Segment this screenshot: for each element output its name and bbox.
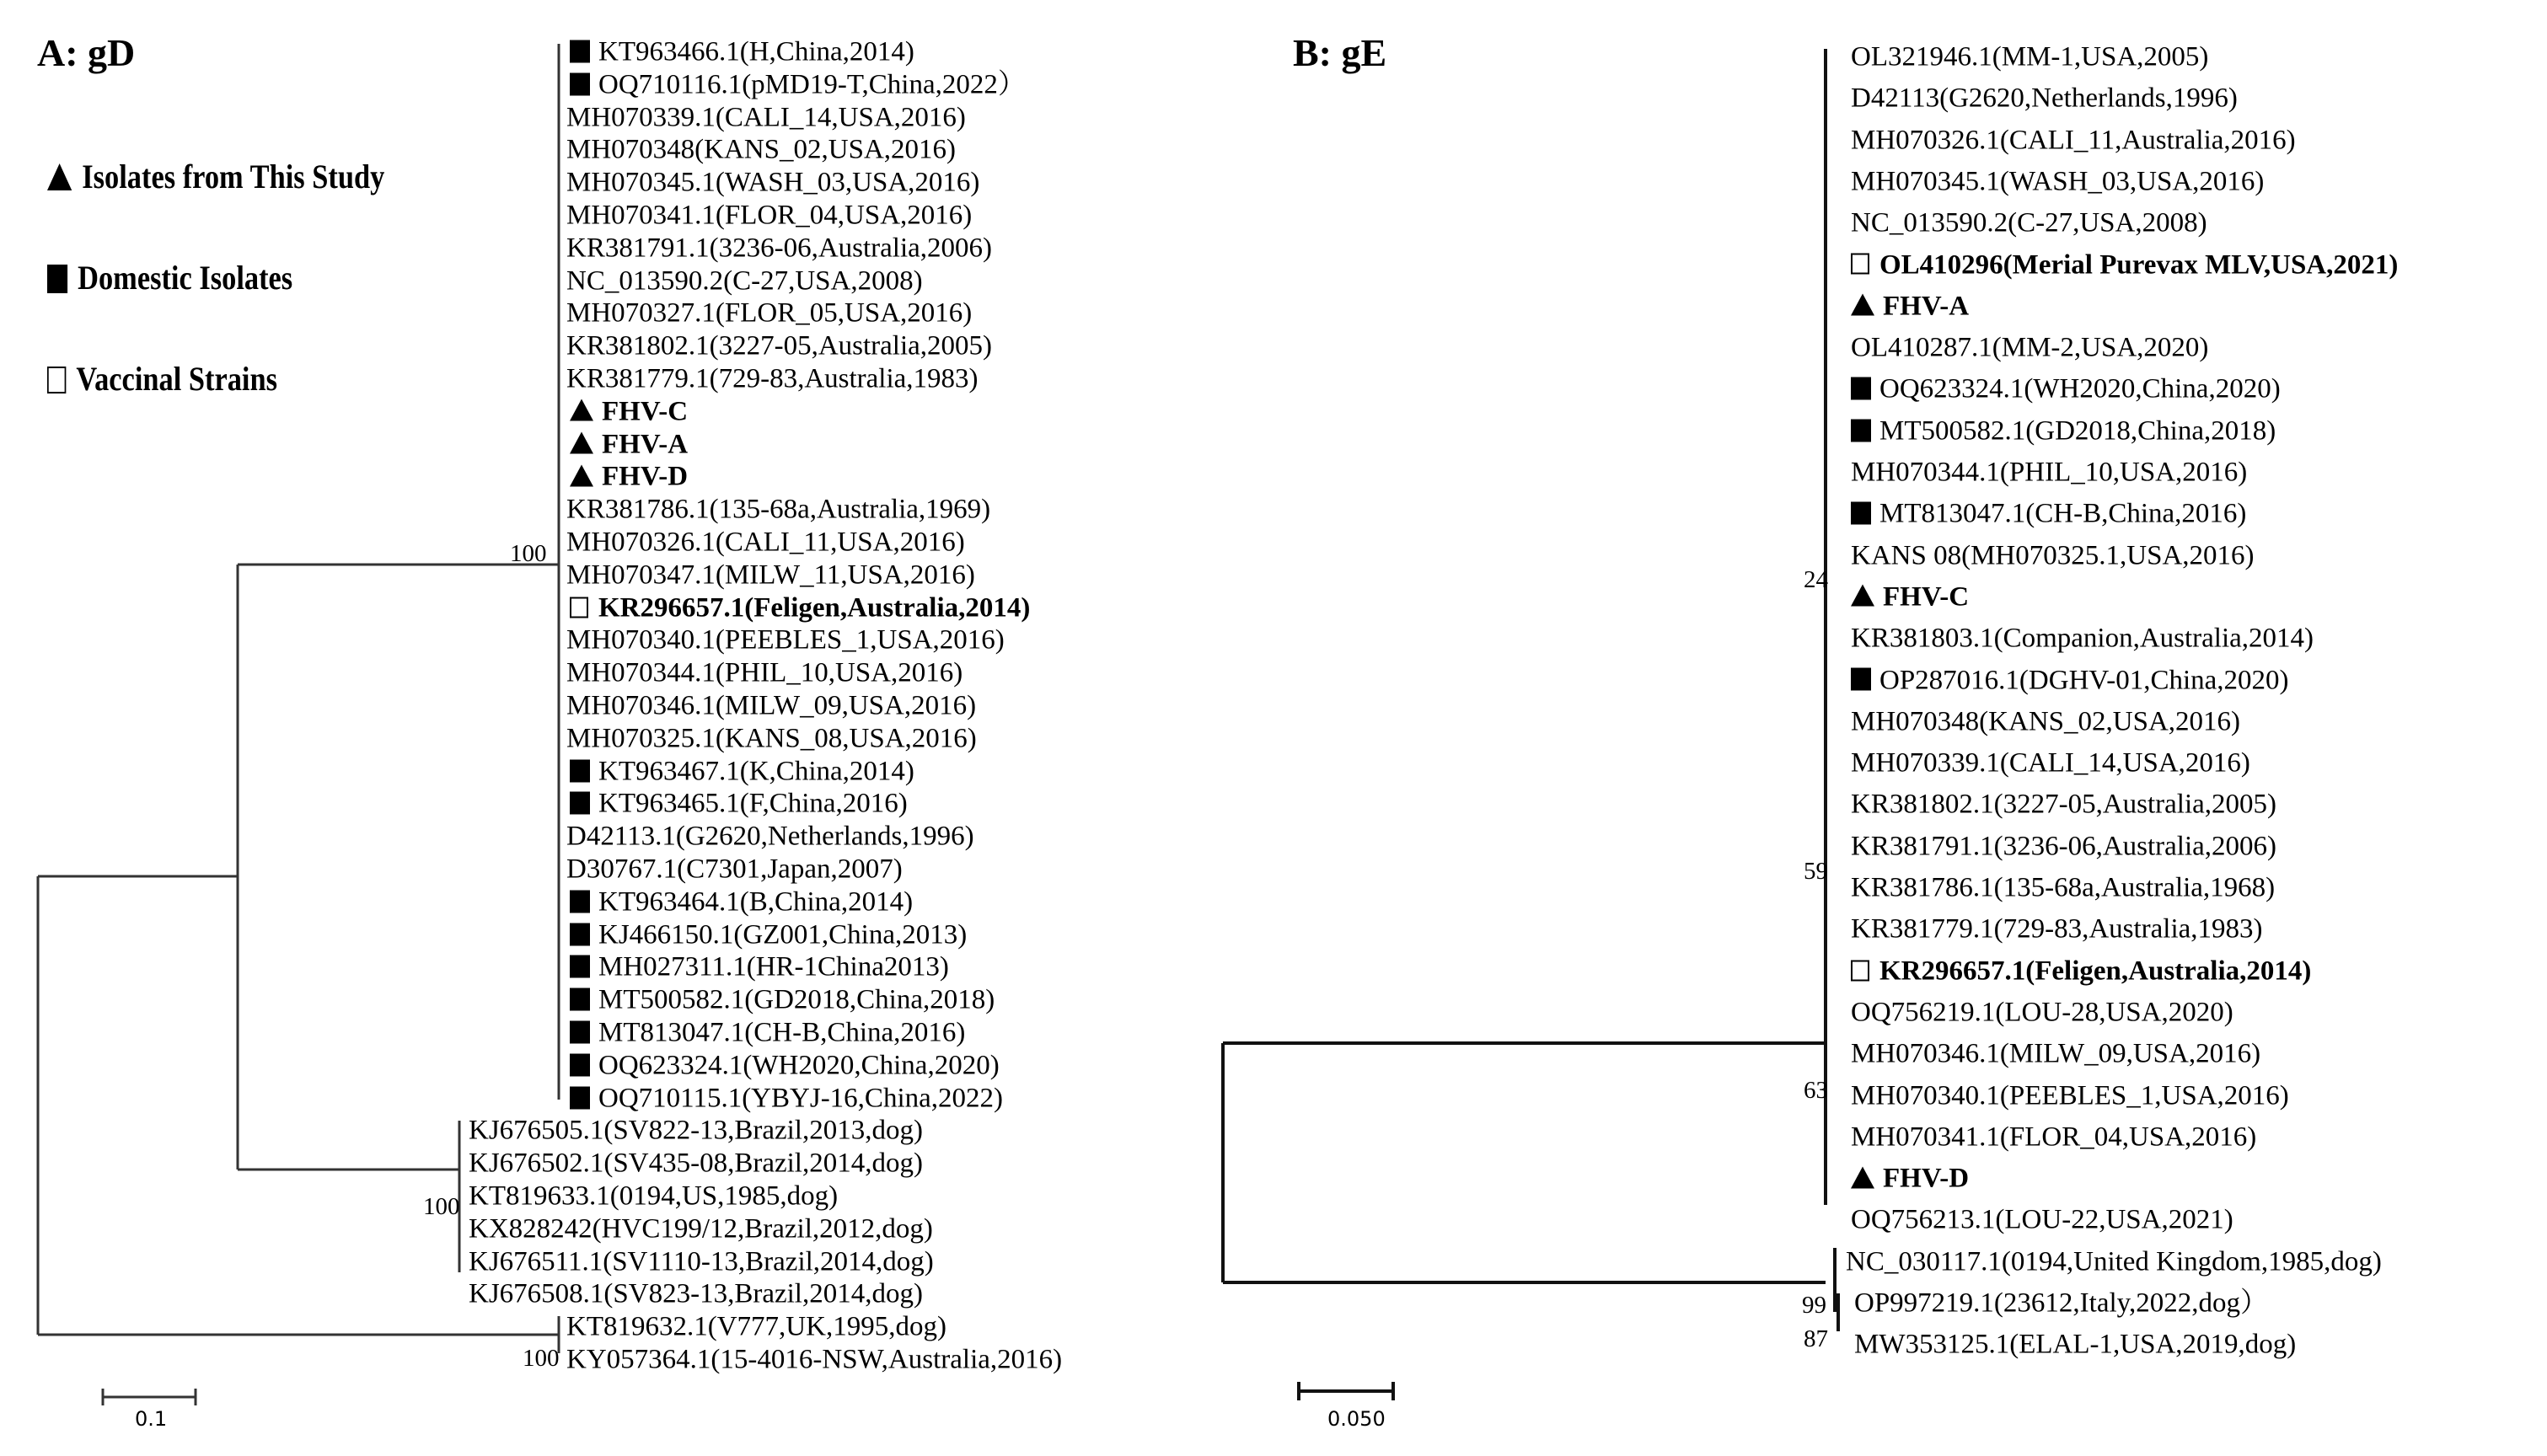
leaf-text: KR296657.1(Feligen,Australia,2014) [598, 592, 1031, 624]
leaf-text: KT819632.1(V777,UK,1995,dog) [566, 1311, 946, 1342]
square-filled-icon [570, 40, 590, 62]
leaf-label [1854, 1287, 2269, 1319]
leaf-text: MH070339.1(CALI_14,USA,2016) [1851, 747, 2250, 779]
leaf-label [469, 1150, 923, 1178]
leaf-text: KJ676508.1(SV823-13,Brazil,2014,dog) [469, 1278, 923, 1309]
leaf-text: MT500582.1(GD2018,China,2018) [1879, 415, 2276, 447]
leaf-label [1851, 1165, 1969, 1193]
leaf-text: NC_030117.1(0194,United Kingdom,1985,dog) [1846, 1246, 2382, 1277]
leaf-label [566, 267, 923, 295]
square-filled-icon [1851, 668, 1871, 691]
leaf-label [566, 529, 965, 557]
leaf-text: D42113.1(G2620,Netherlands,1996) [566, 821, 974, 852]
ge-bootstrap-87: 87 [1804, 1325, 1828, 1352]
leaf-text: NC_013590.2(C-27,USA,2008) [1851, 207, 2207, 238]
leaf-label [566, 330, 993, 361]
leaf-text: KT819633.1(0194,US,1985,dog) [469, 1180, 839, 1212]
leaf-text: MT813047.1(CH-B,China,2016) [598, 1017, 966, 1048]
leaf-text: MH070346.1(MILW_09,USA,2016) [1851, 1038, 2261, 1069]
gd-bootstrap-brazil: 100 [423, 1193, 460, 1220]
leaf-text: D30767.1(C7301,Japan,2007) [566, 854, 903, 885]
triangle-filled-icon [570, 464, 593, 486]
leaf-label [566, 690, 977, 721]
leaf-text: MH070345.1(WASH_03,USA,2016) [1851, 166, 2265, 197]
gd-bootstrap-outgroup: 100 [523, 1345, 560, 1372]
leaf-text: KR381786.1(135-68a,Australia,1969) [566, 494, 991, 525]
leaf-label [1846, 1248, 2382, 1276]
square-filled-icon [570, 1020, 590, 1043]
leaf-label [1851, 791, 2276, 819]
leaf-text: FHV-D [1883, 1163, 1970, 1194]
leaf-text: KR381786.1(135-68a,Australia,1968) [1851, 872, 2276, 903]
leaf-label [1851, 168, 2264, 195]
leaf-label [566, 104, 966, 131]
square-open-icon [1851, 254, 1869, 275]
leaf-label [1851, 85, 2238, 113]
ge-branches [1223, 49, 1838, 1331]
leaf-text: MH070327.1(FLOR_05,USA,2016) [566, 297, 973, 329]
legend-label: Domestic Isolates [78, 259, 293, 297]
leaf-label [1851, 207, 2207, 238]
leaf-text: NC_013590.2(C-27,USA,2008) [566, 265, 923, 297]
leaf-text: OL410287.1(MM-2,USA,2020) [1851, 332, 2209, 363]
leaf-label [566, 234, 992, 262]
leaf-label [469, 1248, 934, 1276]
square-filled-icon [570, 792, 590, 815]
gd-scale-label: 0.1 [135, 1407, 168, 1431]
leaf-text: KR296657.1(Feligen,Australia,2014) [1879, 956, 2312, 987]
leaf-text: FHV-C [1883, 581, 1970, 613]
leaf-text: KR381791.1(3236-06,Australia,2006) [1851, 831, 2277, 862]
leaf-text: OP287016.1(DGHV-01,China,2020) [1879, 665, 2289, 695]
square-filled-icon [47, 265, 67, 293]
leaf-text: KT963465.1(F,China,2016) [598, 788, 908, 819]
leaf-label [570, 1017, 966, 1048]
leaf-label [469, 1180, 839, 1212]
legend-vaccinal-strains [47, 362, 277, 396]
leaf-label [1851, 1204, 2233, 1235]
leaf-label [570, 790, 908, 818]
leaf-label [566, 1346, 1062, 1374]
leaf-text: MH070340.1(PEEBLES_1,USA,2016) [1851, 1080, 2289, 1111]
leaf-label [1851, 373, 2281, 404]
ge-bootstrap-99: 99 [1802, 1292, 1826, 1319]
leaf-text: OP997219.1(23612,Italy,2022,dog） [1854, 1287, 2269, 1319]
leaf-label [566, 725, 977, 752]
leaf-label [566, 496, 990, 524]
leaf-label [566, 136, 956, 164]
leaf-text: MH070347.1(MILW_11,USA,2016) [566, 559, 975, 591]
leaf-label [566, 1311, 946, 1342]
ge-bootstrap-63: 63 [1804, 1077, 1828, 1104]
leaf-label [1851, 747, 2250, 779]
leaf-label [570, 1084, 1003, 1112]
leaf-label [1851, 41, 2209, 72]
leaf-label [566, 823, 974, 851]
legend-label: Vaccinal Strains [76, 360, 278, 398]
leaf-text: KANS 08(MH070325.1,USA,2016) [1851, 540, 2255, 571]
leaf-text: OQ623324.1(WH2020,China,2020) [598, 1050, 1000, 1081]
ge-bootstrap-59: 59 [1804, 858, 1828, 885]
leaf-label [570, 888, 913, 916]
leaf-label [566, 202, 972, 230]
square-filled-icon [570, 1053, 590, 1076]
leaf-text: KJ466150.1(GZ001,China,2013) [598, 919, 968, 950]
leaf-text: FHV-A [1883, 291, 1970, 322]
leaf-label [469, 1278, 923, 1309]
leaf-label [566, 169, 979, 197]
leaf-text: OQ710115.1(YBYJ-16,China,2022) [598, 1083, 1003, 1114]
square-open-icon [570, 597, 588, 618]
leaf-text: MH070325.1(KANS_08,USA,2016) [566, 723, 977, 754]
leaf-text: MH070326.1(CALI_11,USA,2016) [566, 527, 965, 558]
leaf-text: KR381791.1(3236-06,Australia,2006) [566, 233, 993, 264]
triangle-filled-icon [570, 432, 593, 454]
triangle-filled-icon [1851, 1166, 1874, 1188]
leaf-label [1851, 832, 2276, 860]
leaf-text: MT813047.1(CH-B,China,2016) [1879, 498, 2247, 529]
leaf-text: FHV-C [602, 396, 689, 427]
leaf-text: MH070346.1(MILW_09,USA,2016) [566, 690, 977, 721]
square-filled-icon [570, 923, 590, 945]
leaf-label [1851, 998, 2233, 1026]
leaf-label [566, 363, 979, 394]
leaf-label [566, 657, 963, 688]
leaf-text: OQ710116.1(pMD19-T,China,2022） [598, 69, 1026, 100]
leaf-text: D42113(G2620,Netherlands,1996) [1851, 83, 2238, 114]
leaf-label [570, 1052, 1000, 1079]
square-filled-icon [570, 759, 590, 782]
leaf-label [570, 984, 995, 1015]
leaf-text: MH070345.1(WASH_03,USA,2016) [566, 167, 980, 198]
leaf-text: OQ623324.1(WH2020,China,2020) [1879, 373, 2281, 404]
leaf-text: KT963466.1(H,China,2014) [598, 36, 914, 67]
leaf-label [570, 951, 949, 982]
leaf-text: KR381779.1(729-83,Australia,1983) [1851, 913, 2263, 945]
leaf-text: OL321946.1(MM-1,USA,2005) [1851, 41, 2209, 72]
leaf-label [1851, 500, 2246, 528]
leaf-label [1851, 542, 2255, 570]
leaf-label [570, 921, 967, 949]
triangle-filled-icon [47, 163, 72, 190]
leaf-text: KR381779.1(729-83,Australia,1983) [566, 363, 979, 394]
leaf-text: KJ676511.1(SV1110-13,Brazil,2014,dog) [469, 1246, 934, 1277]
leaf-text: MH070340.1(PEEBLES_1,USA,2016) [566, 624, 1005, 656]
leaf-text: KY057364.1(15-4016-NSW,Australia,2016) [566, 1344, 1063, 1375]
panel-b-title: B: gE [1293, 31, 1387, 74]
leaf-text: OQ756219.1(LOU-28,USA,2020) [1851, 997, 2233, 1028]
leaf-label [1851, 957, 2311, 985]
leaf-text: OL410296(Merial Purevax MLV,USA,2021) [1879, 249, 2399, 280]
leaf-text: KJ676502.1(SV435-08,Brazil,2014,dog) [469, 1148, 923, 1179]
leaf-text: MW353125.1(ELAL-1,USA,2019,dog) [1854, 1329, 2297, 1360]
leaf-label [1851, 913, 2263, 945]
square-open-icon [47, 367, 66, 393]
leaf-label [1851, 126, 2296, 154]
leaf-label [1854, 1331, 2296, 1359]
leaf-label [566, 297, 973, 329]
leaf-label [1851, 872, 2276, 903]
triangle-filled-icon [1851, 294, 1874, 316]
leaf-text: FHV-D [602, 461, 689, 492]
leaf-label [566, 561, 975, 589]
leaf-label [1851, 459, 2247, 487]
leaf-label [566, 856, 903, 884]
leaf-text: OQ756213.1(LOU-22,USA,2021) [1851, 1204, 2233, 1235]
square-filled-icon [570, 72, 590, 95]
leaf-label [1851, 332, 2209, 363]
leaf-label [570, 36, 914, 67]
leaf-text: MH070326.1(CALI_11,Australia,2016) [1851, 125, 2296, 156]
leaf-text: MH070348(KANS_02,USA,2016) [566, 134, 957, 165]
leaf-label [570, 757, 914, 785]
square-filled-icon [570, 956, 590, 978]
gd-bootstrap-main: 100 [510, 540, 547, 567]
square-filled-icon [570, 988, 590, 1011]
square-filled-icon [1851, 377, 1871, 400]
leaf-label [469, 1117, 923, 1145]
leaf-text: KR381802.1(3227-05,Australia,2005) [1851, 789, 2277, 820]
ge-scale-bar [1299, 1382, 1393, 1400]
leaf-label [1851, 417, 2276, 445]
leaf-label [1851, 583, 1969, 611]
square-filled-icon [570, 1086, 590, 1109]
panel-a-title: A: gD [37, 31, 136, 74]
leaf-label [1851, 666, 2289, 694]
leaf-text: MT500582.1(GD2018,China,2018) [598, 984, 995, 1015]
ge-bootstrap-24: 24 [1804, 566, 1828, 593]
triangle-filled-icon [1851, 585, 1874, 607]
leaf-label [570, 71, 1026, 99]
leaf-label [1851, 1123, 2256, 1151]
leaf-label [1851, 292, 1969, 320]
leaf-label [469, 1215, 933, 1243]
leaf-text: MH070339.1(CALI_14,USA,2016) [566, 102, 966, 133]
leaf-text: KJ676505.1(SV822-13,Brazil,2013,dog) [469, 1115, 923, 1146]
square-filled-icon [1851, 502, 1871, 525]
leaf-text: MH070348(KANS_02,USA,2016) [1851, 706, 2241, 737]
leaf-text: MH070341.1(FLOR_04,USA,2016) [1851, 1121, 2257, 1153]
leaf-text: KX828242(HVC199/12,Brazil,2012,dog) [469, 1213, 933, 1245]
square-filled-icon [570, 890, 590, 913]
leaf-text: MH070341.1(FLOR_04,USA,2016) [566, 200, 973, 231]
square-filled-icon [1851, 419, 1871, 442]
leaf-label [1851, 251, 2398, 279]
leaf-label [1851, 1082, 2289, 1110]
leaf-text: KT963464.1(B,China,2014) [598, 886, 914, 918]
leaf-text: MH070344.1(PHIL_10,USA,2016) [1851, 457, 2248, 488]
legend-domestic-isolates [47, 261, 292, 296]
leaf-label [566, 624, 1005, 656]
leaf-text: MH027311.1(HR-1China2013) [598, 951, 949, 982]
square-open-icon [1851, 960, 1869, 981]
leaf-label [1851, 1038, 2261, 1069]
triangle-filled-icon [570, 399, 593, 421]
leaf-text: FHV-A [602, 429, 689, 460]
leaf-label [570, 398, 688, 426]
leaf-label [1851, 708, 2240, 736]
leaf-text: KR381803.1(Companion,Australia,2014) [1851, 623, 2314, 654]
leaf-text: MH070344.1(PHIL_10,USA,2016) [566, 657, 963, 688]
leaf-label [570, 463, 688, 491]
legend-label: Isolates from This Study [82, 158, 385, 195]
legend-isolates-this-study [47, 160, 384, 194]
leaf-label [1851, 625, 2314, 653]
leaf-text: KR381802.1(3227-05,Australia,2005) [566, 330, 993, 361]
ge-scale-label: 0.050 [1327, 1407, 1386, 1431]
gd-scale-bar [103, 1389, 196, 1405]
leaf-text: KT963467.1(K,China,2014) [598, 756, 914, 787]
leaf-label [570, 594, 1030, 622]
leaf-label [570, 431, 688, 458]
